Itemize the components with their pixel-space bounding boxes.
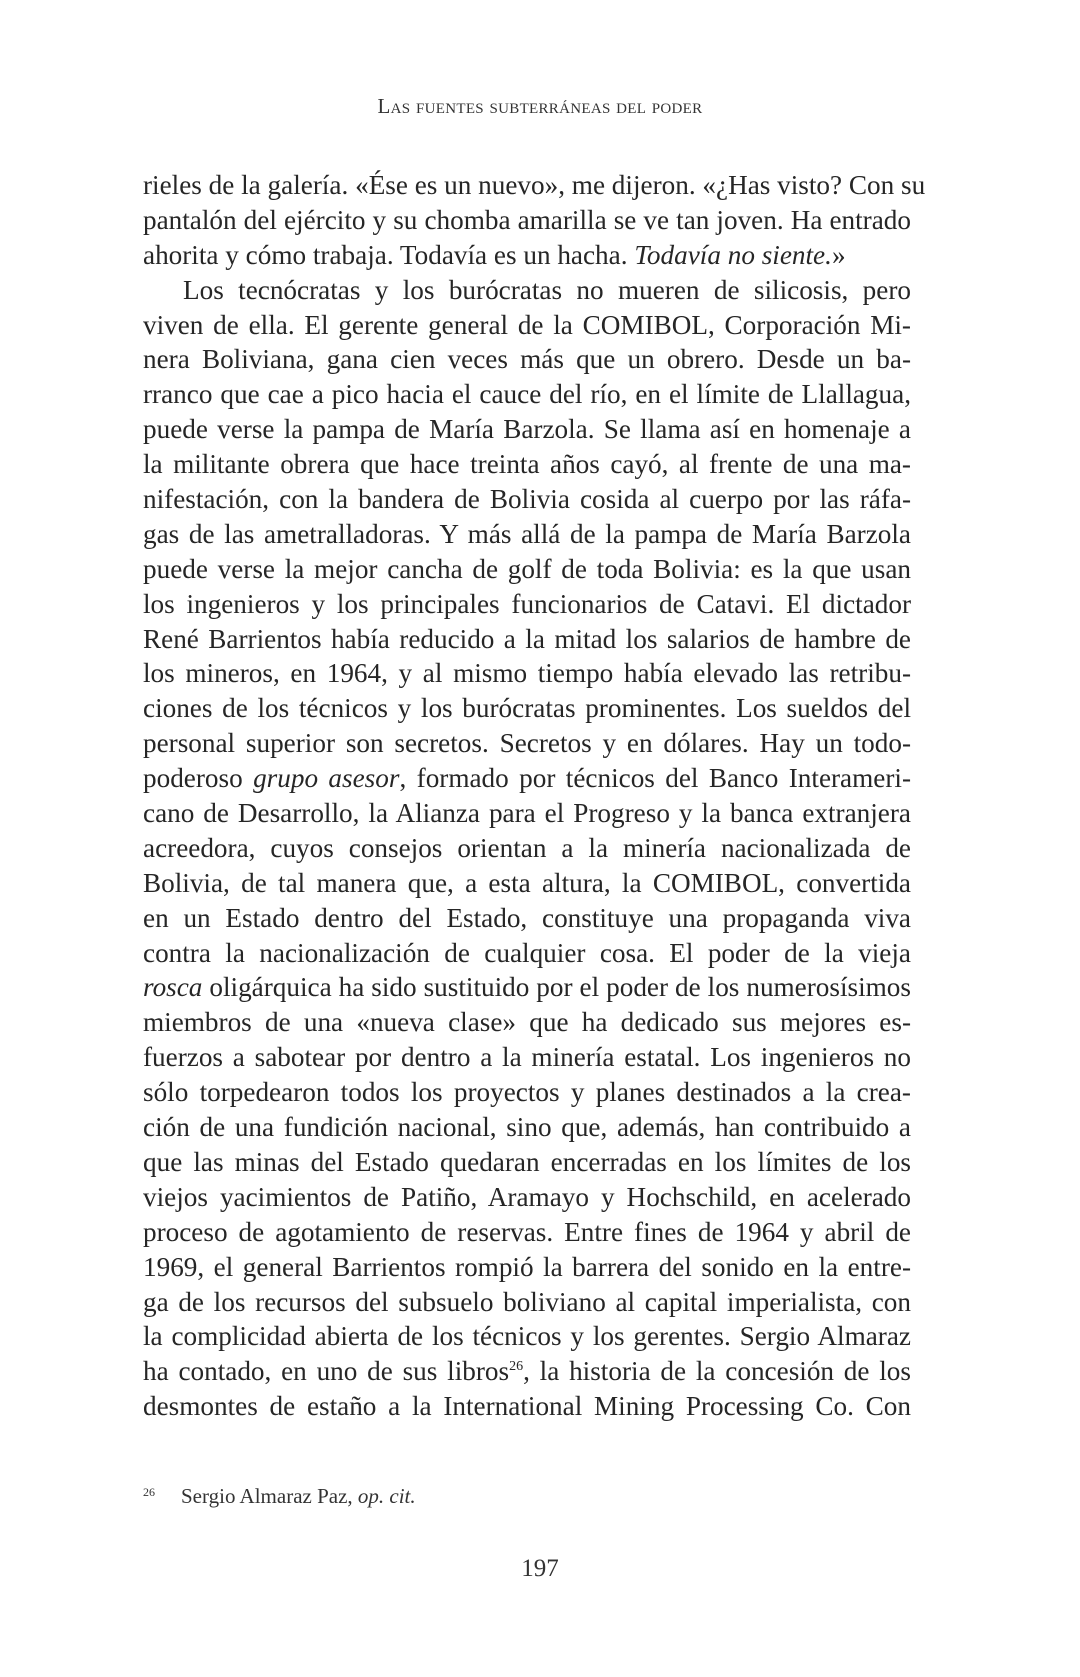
italic-term: rosca: [143, 972, 203, 1003]
text-line: proceso de agotamiento de reservas. Entre fines de 1964 y abril de: [143, 1216, 911, 1247]
text-line: nera Boliviana, gana cien veces más que un obrero. Desde un ba-: [143, 344, 911, 375]
text-line: que las minas del Estado quedaran encerradas en los límites de los: [143, 1146, 911, 1177]
text-line: ciones de los técnicos y los burócratas prominentes. Los sueldos del: [143, 693, 911, 724]
text-line: contra la nacionalización de cualquier cosa. El poder de la vieja: [143, 937, 911, 968]
text-line: [143, 238, 911, 273]
text-line: fuerzos a sabotear por dentro a la minería estatal. Los ingenieros no: [143, 1042, 911, 1073]
text-line: puede verse la pampa de María Barzola. Se llama así en homenaje a: [143, 414, 911, 445]
text-line: nifestación, con la bandera de Bolivia cosida al cuerpo por las ráfa-: [143, 484, 911, 515]
text-line: miembros de una «nueva clase» que ha dedicado sus mejores es-: [143, 1007, 911, 1038]
footnote: [143, 1484, 416, 1509]
text-line: viven de ella. El gerente general de la COMIBOL, Corporación Mi-: [143, 309, 911, 340]
text-line: rranco que cae a pico hacia el cauce del río, en el límite de Llallagua,: [143, 379, 911, 410]
italic-term: grupo asesor: [253, 763, 400, 794]
text-line: Bolivia, de tal manera que, a esta altura, la COMIBOL, convertida: [143, 867, 911, 898]
text-line: la complicidad abierta de los técnicos y los gerentes. Sergio Almaraz: [143, 1321, 911, 1352]
text-span: ahorita y cómo trabaja. Todavía es un hacha.: [143, 239, 628, 270]
text-line: viejos yacimientos de Patiño, Aramayo y Hochschild, en acelerado: [143, 1181, 911, 1212]
text-line: ción de una fundición nacional, sino que, además, han contribuido a: [143, 1112, 911, 1143]
text-line: los ingenieros y los principales funcionarios de Catavi. El dictador: [143, 588, 911, 619]
text-line: cano de Desarrollo, la Alianza para el Progreso y la banca extranjera: [143, 798, 911, 829]
paragraph-start-line: Los tecnócratas y los burócratas no mueren de silicosis, pero: [183, 274, 911, 305]
text-line: 1969, el general Barrientos rompió la barrera del sonido en la entre-: [143, 1251, 911, 1282]
text-span: poderoso: [143, 763, 243, 794]
text-span: »: [831, 239, 846, 270]
text-line: los mineros, en 1964, y al mismo tiempo había elevado las retribu-: [143, 658, 911, 689]
footnote-text: Sergio Almaraz Paz,: [181, 1484, 353, 1508]
text-span: , formado por técnicos del Banco Interameri-: [399, 763, 912, 794]
text-line: personal superior son secretos. Secretos y en dólares. Hay un todo-: [143, 728, 911, 759]
body-text: [143, 168, 926, 1424]
text-line: en un Estado dentro del Estado, constituye una propaganda viva: [143, 902, 911, 933]
text-line: [143, 761, 911, 796]
text-line: René Barrientos había reducido a la mitad los salarios de hambre de: [143, 623, 911, 654]
page-number: 197: [521, 1555, 559, 1582]
text-line: puede verse la mejor cancha de golf de toda Bolivia: es la que usan: [143, 553, 911, 584]
text-line: rieles de la galería. «Ése es un nuevo», me dijeron. «¿Has visto? Con su: [143, 170, 926, 200]
text-line: ga de los recursos del subsuelo boliviano al capital imperialista, con: [143, 1286, 911, 1317]
footnote-number: 26: [143, 1485, 155, 1499]
running-head: Las fuentes subterráneas del poder: [377, 94, 703, 118]
text-span: oligárquica ha sido sustituido por el poder de los numerosísimos: [202, 972, 911, 1003]
text-line: acreedora, cuyos consejos orientan a la minería nacionalizada de: [143, 832, 911, 863]
footnote-reference[interactable]: 26: [509, 1359, 524, 1375]
text-line: gas de las ametralladoras. Y más allá de la pampa de María Barzola: [143, 518, 911, 549]
text-line: [143, 1354, 911, 1389]
text-span: , la historia de la concesión de los: [523, 1356, 911, 1387]
text-line: sólo torpedearon todos los proyectos y planes destinados a la crea-: [143, 1077, 911, 1108]
text-span: ha contado, en uno de sus libros: [143, 1356, 510, 1387]
text-line: la militante obrera que hace treinta años cayó, al frente de una ma-: [143, 449, 911, 480]
footnote-italic: op. cit.: [357, 1484, 416, 1508]
italic-quote: Todavía no siente.: [634, 239, 832, 270]
text-line: desmontes de estaño a la International Mining Processing Co. Con: [143, 1391, 911, 1422]
text-line: pantalón del ejército y su chomba amarilla se ve tan joven. Ha entrado: [143, 204, 911, 235]
text-line: [143, 970, 911, 1005]
